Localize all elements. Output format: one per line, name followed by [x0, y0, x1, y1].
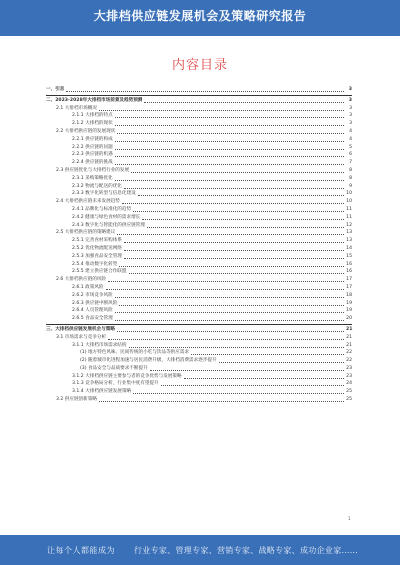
leader-dots: [115, 125, 344, 126]
leader-dots: [117, 133, 344, 134]
toc-entry-label: 3.1.4 大排档供应链发展策略: [72, 389, 132, 395]
toc-entry-page: 6: [349, 152, 352, 158]
toc-entry-page: 16: [346, 269, 352, 275]
toc-entry-label: 2.5.2 优化物流配送网络: [72, 245, 122, 251]
leader-dots: [115, 312, 344, 313]
header-bar: [0, 0, 400, 36]
leader-dots: [133, 211, 344, 212]
toc-entry[interactable]: [46, 380, 352, 388]
toc-entry-label: 2.6 大排档供应链的风险: [56, 277, 107, 283]
toc-entry-label: 2.2.2 供应链的问题: [72, 144, 113, 150]
leader-dots: [124, 188, 344, 189]
toc-entry-label: 2.5.4 推动数字化转型: [72, 261, 118, 267]
leader-dots: [144, 102, 344, 103]
toc-entry-label: 一、引言: [46, 87, 65, 92]
toc-entry-label: 2.3.2 物流与配送的优化: [72, 183, 122, 189]
toc-entry-label: 2.3.3 数字化转型与信息化建设: [72, 191, 136, 197]
toc-entry-page: 16: [346, 261, 352, 267]
leader-dots: [129, 273, 345, 274]
leader-dots: [115, 180, 344, 181]
leader-dots: [119, 266, 344, 267]
leader-dots: [131, 172, 344, 173]
leader-dots: [115, 149, 344, 150]
toc-entry-page: 21: [346, 326, 353, 332]
toc-entry[interactable]: [46, 326, 352, 334]
toc-entry[interactable]: [46, 183, 352, 191]
leader-dots: [108, 339, 344, 340]
footer-tagline: 行业专家、管理专家、营销专家、战略专家、成功企业家……: [134, 546, 359, 555]
page-number: 1: [348, 516, 351, 521]
leader-dots: [115, 320, 344, 321]
toc-entry-page: 3: [348, 87, 352, 92]
toc-entry[interactable]: [46, 190, 352, 198]
toc-entry[interactable]: [46, 284, 352, 292]
toc-entry-label: 2.6.3 供应链中断风险: [72, 300, 118, 306]
toc-entry-label: 2.4.1 品牌化与标准化的趋势: [72, 206, 132, 212]
toc-entry[interactable]: [46, 268, 352, 276]
toc-entry-page: 17: [346, 284, 352, 290]
footer-bar: [0, 535, 400, 565]
toc-entry[interactable]: [46, 206, 352, 214]
toc-entry-page: 19: [346, 308, 352, 314]
leader-dots: [219, 362, 344, 363]
toc-entry-page: 21: [346, 334, 352, 340]
toc-entry[interactable]: [46, 159, 352, 167]
toc-entry-page: 24: [346, 381, 352, 387]
leader-dots: [124, 242, 344, 243]
toc-entry-page: 22: [346, 358, 352, 364]
toc-entry[interactable]: [46, 237, 352, 245]
toc-entry-page: 10: [346, 191, 352, 197]
toc-entry[interactable]: [46, 300, 352, 308]
leader-dots: [142, 219, 344, 220]
toc-entry[interactable]: [46, 334, 352, 342]
toc-entry-page: 20: [346, 316, 352, 322]
leader-dots: [150, 370, 344, 371]
toc-entry[interactable]: [46, 342, 352, 350]
toc-entry-label: 2.1.2 大排档的现状: [72, 121, 113, 127]
toc-entry-page: 21: [346, 342, 352, 348]
table-of-contents: [46, 86, 352, 404]
toc-entry-label: 3.1.1 大排档市场需求结构: [72, 342, 127, 348]
toc-entry[interactable]: [46, 373, 352, 381]
toc-entry-label: 三、大排档供应链发展机会与策略: [46, 326, 115, 332]
toc-entry-page: 9: [349, 183, 352, 189]
toc-entry[interactable]: [46, 112, 352, 120]
leader-dots: [138, 195, 344, 196]
toc-entry-page: 10: [346, 199, 352, 205]
toc-entry-page: 3: [348, 97, 352, 103]
toc-entry-page: 19: [346, 300, 352, 306]
leader-dots: [115, 297, 344, 298]
toc-entry[interactable]: [46, 120, 352, 128]
leader-dots: [133, 393, 344, 394]
leader-dots: [161, 385, 344, 386]
toc-entry[interactable]: [46, 86, 352, 94]
leader-dots: [66, 91, 344, 92]
toc-entry-label: (1) 地方特色风味、民间传统的小吃与饮品等供应需求: [80, 350, 190, 356]
toc-entry[interactable]: [46, 128, 352, 136]
toc-entry[interactable]: [46, 253, 352, 261]
toc-entry-label: 2.6.4 人员管理风险: [72, 308, 113, 314]
report-title: 大排档供应链发展机会及策略研究报告: [93, 9, 307, 23]
toc-entry[interactable]: [46, 222, 352, 230]
toc-entry-page: 12: [346, 222, 352, 228]
toc-entry[interactable]: [46, 396, 352, 404]
toc-entry-page: 18: [346, 292, 352, 298]
toc-entry-label: 2.5 大排档供应链的策略建议: [56, 230, 116, 236]
leader-dots: [115, 141, 344, 142]
toc-entry[interactable]: [46, 307, 352, 315]
section-rule: [46, 324, 352, 325]
toc-entry-page: 17: [346, 277, 352, 283]
toc-entry-label: 2.5.3 加强食品安全管理: [72, 253, 122, 259]
toc-entry-page: 7: [349, 160, 352, 166]
leader-dots: [117, 234, 344, 235]
toc-entry-label: 3.1 市场需求与竞争分析: [56, 334, 107, 340]
leader-dots: [115, 156, 344, 157]
toc-entry-page: 3: [349, 105, 352, 111]
toc-entry-page: 23: [346, 373, 352, 379]
toc-entry-label: 2.6.5 食品安全管理: [72, 316, 113, 322]
toc-entry[interactable]: [46, 175, 352, 183]
toc-entry-label: (2) 随着城市化进程加速与居民消费升级，大排档消费需求逐步提升: [80, 358, 217, 364]
leader-dots: [124, 258, 344, 259]
section-rule: [46, 95, 352, 96]
toc-entry-page: 25: [346, 397, 352, 403]
toc-entry-label: 2.6.1 政策风险: [72, 284, 104, 290]
leader-dots: [99, 401, 344, 402]
toc-entry[interactable]: [46, 151, 352, 159]
toc-entry-label: 二、2023-2028年大排档市场前景及趋势预测: [46, 97, 143, 103]
toc-entry[interactable]: [46, 245, 352, 253]
toc-entry-label: 2.2.4 供应链的挑战: [72, 160, 113, 166]
toc-entry[interactable]: [46, 365, 352, 373]
leader-dots: [115, 117, 344, 118]
toc-entry-label: 2.3.1 采购策略优化: [72, 175, 113, 181]
toc-entry-page: 3: [349, 121, 352, 127]
toc-entry[interactable]: [46, 97, 352, 105]
footer-slogan: 让每个人都能成为: [47, 546, 115, 555]
toc-entry[interactable]: [46, 136, 352, 144]
toc-entry-page: 25: [346, 389, 352, 395]
toc-entry[interactable]: [46, 167, 352, 175]
toc-entry[interactable]: [46, 144, 352, 152]
toc-entry-page: 13: [346, 238, 352, 244]
toc-entry-page: 8: [349, 167, 352, 173]
toc-entry[interactable]: [46, 198, 352, 206]
toc-entry-label: 2.1 大排档市场概况: [56, 105, 97, 111]
toc-entry-label: 2.4.3 数字化与智能化的供应链管理: [72, 222, 145, 228]
toc-entry[interactable]: [46, 105, 352, 113]
leader-dots: [122, 203, 344, 204]
toc-entry-label: 2.2 大排档供应链的发展现状: [56, 128, 116, 134]
toc-entry[interactable]: [46, 229, 352, 237]
toc-entry-label: (3) 食品安全与品质要求不断提升: [80, 365, 148, 371]
toc-entry-page: 23: [346, 365, 352, 371]
toc-entry-label: 2.1.1 大排档的特点: [72, 113, 113, 119]
toc-entry-page: 11: [346, 206, 352, 212]
leader-dots: [184, 378, 344, 379]
toc-entry-page: 15: [346, 253, 352, 259]
toc-entry-page: 22: [346, 350, 352, 356]
toc-entry-page: 14: [346, 245, 352, 251]
leader-dots: [119, 305, 344, 306]
leader-dots: [191, 354, 344, 355]
toc-entry-label: 2.4.2 健康与绿色食材的需求增长: [72, 214, 141, 220]
toc-entry-label: 3.1.2 大排档供应链主要参与者的竞争优势与发展策略: [72, 373, 182, 379]
leader-dots: [117, 331, 344, 332]
toc-entry-label: 2.2.1 供应链的构成: [72, 136, 113, 142]
toc-heading: 内容目录: [171, 58, 228, 73]
toc-entry[interactable]: [46, 388, 352, 396]
toc-entry-page: 4: [349, 128, 352, 134]
toc-entry-label: 2.6.2 市场竞争风险: [72, 292, 113, 298]
toc-entry-label: 2.5.1 完善食材采购体系: [72, 238, 122, 244]
toc-entry-label: 2.5.5 建立供应链合作联盟: [72, 269, 127, 275]
leader-dots: [147, 227, 344, 228]
toc-entry-label: 2.2.3 供应链的机遇: [72, 152, 113, 158]
toc-entry[interactable]: [46, 214, 352, 222]
toc-entry-page: 8: [349, 175, 352, 181]
toc-entry-label: 2.4 大排档供应链未来发展趋势: [56, 199, 120, 205]
toc-entry-page: 3: [349, 113, 352, 119]
toc-entry-page: 11: [346, 214, 352, 220]
toc-entry[interactable]: [46, 315, 352, 323]
toc-entry-label: 3.1.3 竞争格局分析，行业集中度有望提升: [72, 381, 159, 387]
leader-dots: [124, 250, 344, 251]
leader-dots: [129, 347, 345, 348]
toc-entry-page: 4: [349, 136, 352, 142]
toc-entry[interactable]: [46, 357, 352, 365]
toc-entry-label: 3.2 供应链创新策略: [56, 397, 97, 403]
leader-dots: [115, 164, 344, 165]
toc-entry[interactable]: [46, 261, 352, 269]
leader-dots: [106, 289, 344, 290]
toc-entry[interactable]: [46, 349, 352, 357]
leader-dots: [99, 110, 344, 111]
toc-entry-label: 2.3 供应链优化与大排档行业的发展: [56, 167, 130, 173]
toc-entry[interactable]: [46, 292, 352, 300]
leader-dots: [108, 281, 344, 282]
toc-entry-page: 13: [346, 230, 352, 236]
toc-entry-page: 5: [349, 144, 352, 150]
toc-entry[interactable]: [46, 276, 352, 284]
